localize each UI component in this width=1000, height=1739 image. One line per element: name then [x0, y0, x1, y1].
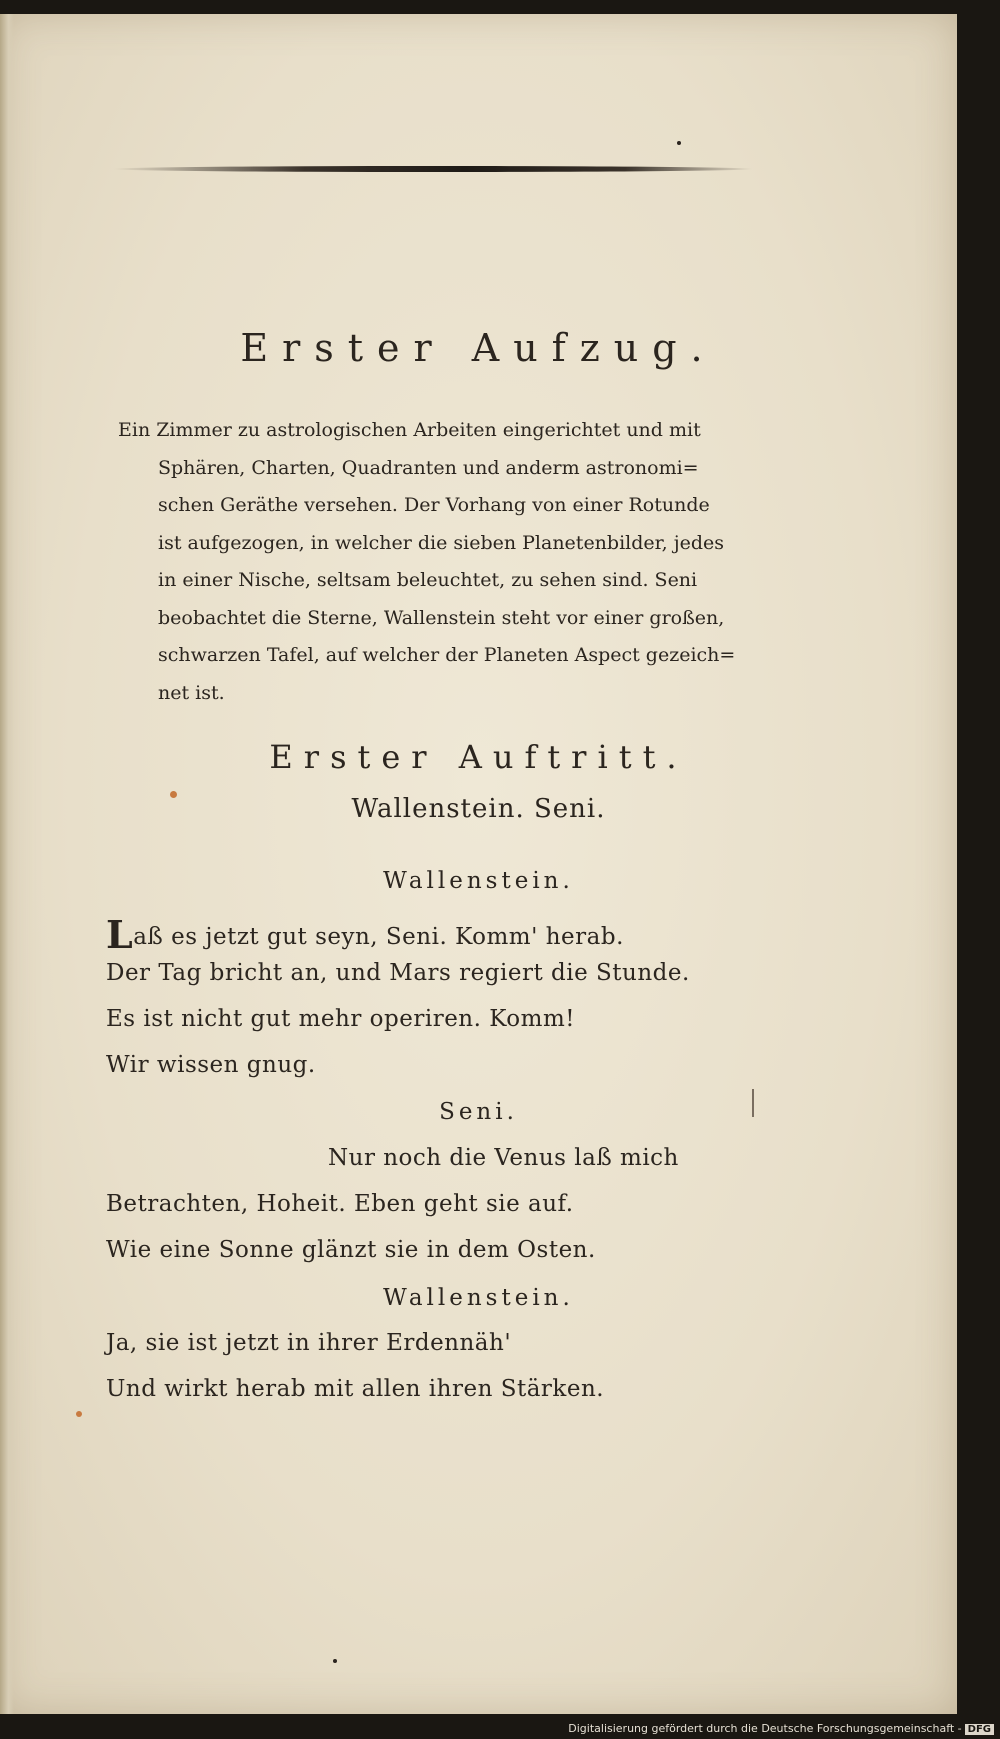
ink-dot	[333, 1659, 337, 1663]
verse-line: Wie eine Sonne glänzt sie in dem Osten.	[106, 1237, 596, 1263]
footer-text: Digitalisierung gefördert durch die Deutsche Forschungsgemeinschaft -	[568, 1722, 962, 1735]
stage-line: in einer Nische, seltsam beleuchtet, zu sehen sind. Seni	[158, 569, 698, 591]
scene-persons: Wallenstein. Seni.	[351, 794, 606, 824]
stage-direction	[118, 412, 768, 712]
stain-mark	[170, 791, 177, 798]
stage-line: beobachtet die Sterne, Wallenstein steht vor einer großen,	[158, 606, 725, 629]
stage-line: schen Geräthe versehen. Der Vorhang von einer Rotunde	[158, 494, 710, 516]
verse-line: Wir wissen gnug.	[106, 1052, 316, 1078]
book-page	[0, 14, 957, 1714]
decorative-rule	[113, 166, 753, 172]
act-title: Erster Aufzug.	[240, 326, 717, 370]
stage-line: Sphären, Charten, Quadranten und anderm astronomi=	[158, 456, 699, 479]
verse-line: Betrachten, Hoheit. Eben geht sie auf.	[106, 1191, 574, 1217]
drop-cap: L	[106, 912, 134, 957]
verse-text: aß es jetzt gut seyn, Seni. Komm' herab.	[133, 924, 624, 950]
verse-line	[106, 912, 624, 957]
stage-line: ist aufgezogen, in welcher die sieben Planetenbilder, jedes	[158, 531, 725, 554]
verse-line: Nur noch die Venus laß mich	[328, 1145, 679, 1171]
speaker-name: Wallenstein.	[383, 868, 574, 894]
verse-line: Ja, sie ist jetzt in ihrer Erdennäh'	[106, 1330, 512, 1356]
speaker-name: Seni.	[439, 1099, 518, 1125]
stage-line: net ist.	[158, 681, 225, 704]
stain-mark	[76, 1411, 82, 1417]
ink-dot	[677, 141, 681, 145]
footer-credit	[568, 1722, 994, 1735]
speaker-name: Wallenstein.	[383, 1285, 574, 1311]
verse-line: Der Tag bricht an, und Mars regiert die Stunde.	[106, 960, 690, 986]
ink-stroke	[752, 1089, 754, 1117]
stage-line: schwarzen Tafel, auf welcher der Planeten Aspect gezeich=	[158, 644, 736, 666]
scene-title: Erster Auftritt.	[269, 738, 688, 776]
page-gutter	[0, 14, 14, 1714]
dfg-logo: DFG	[965, 1724, 994, 1735]
stage-line: Ein Zimmer zu astrologischen Arbeiten eingerichtet und mit	[118, 419, 701, 441]
verse-line: Und wirkt herab mit allen ihren Stärken.	[106, 1376, 605, 1402]
verse-line: Es ist nicht gut mehr operiren. Komm!	[106, 1006, 576, 1032]
